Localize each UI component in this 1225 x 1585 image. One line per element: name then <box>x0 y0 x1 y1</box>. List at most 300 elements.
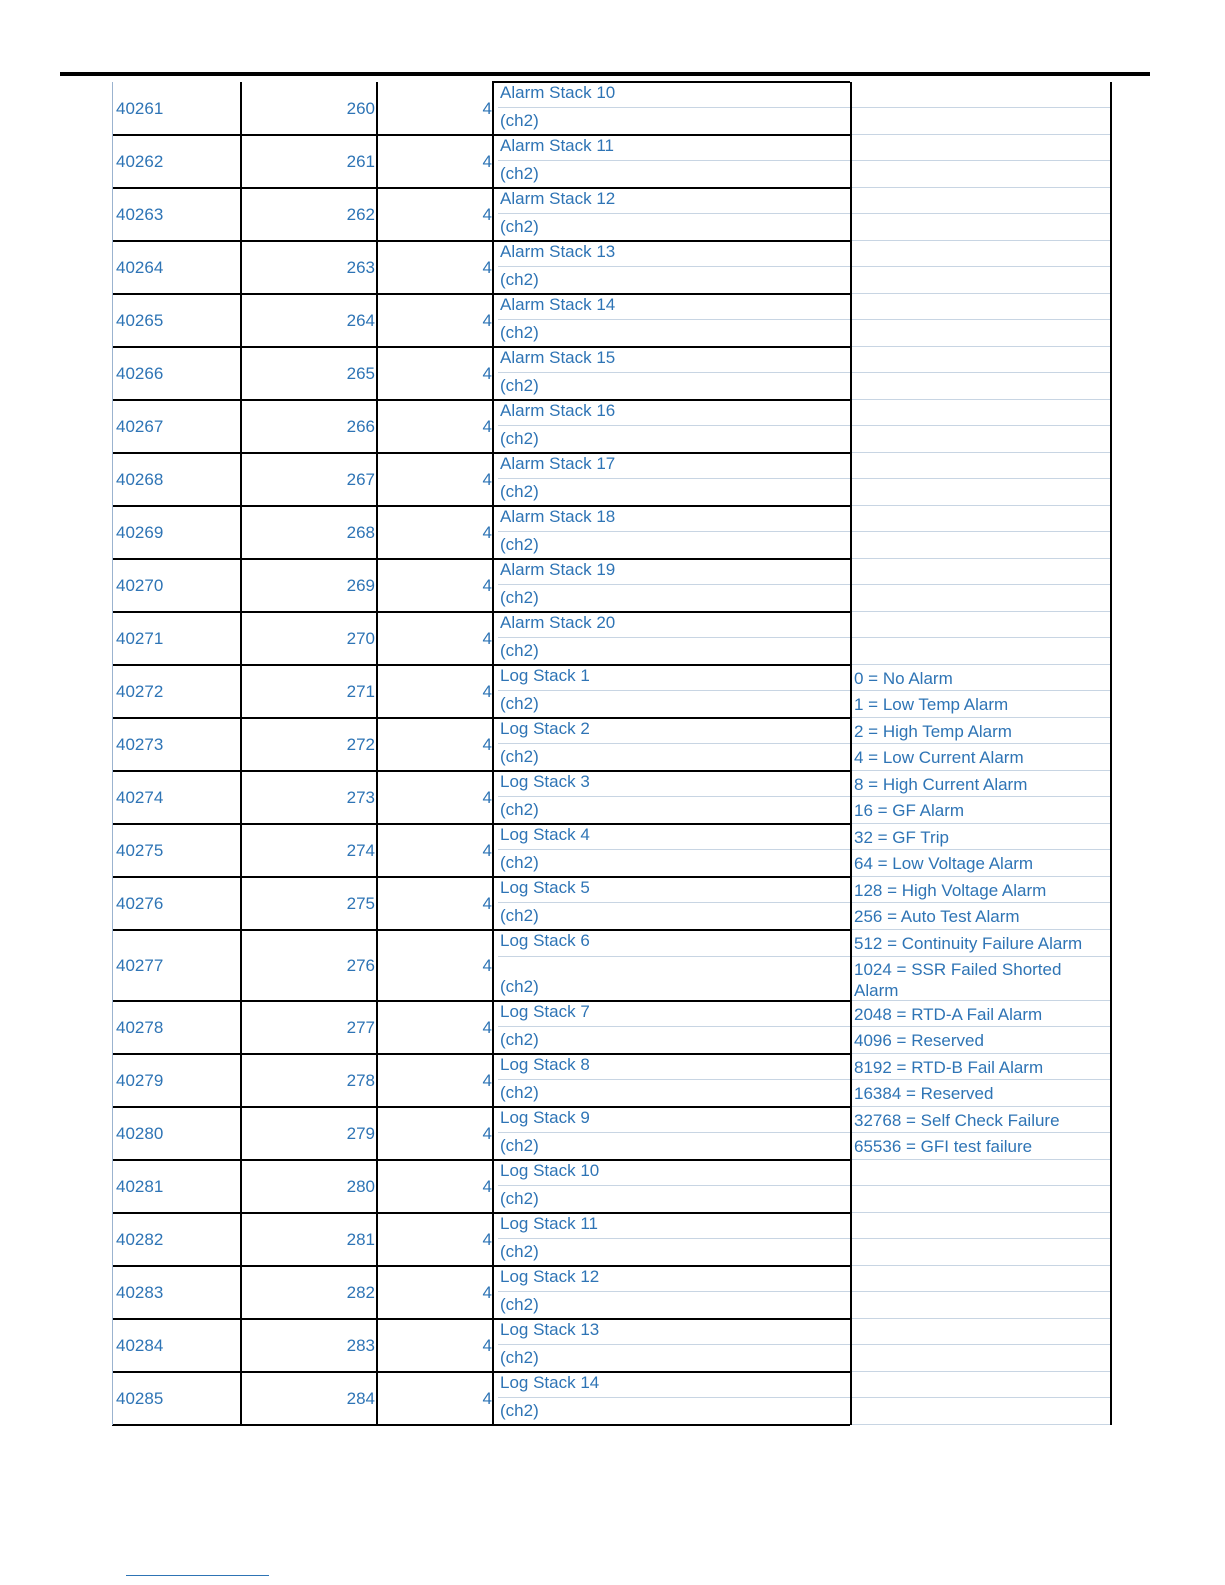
col-divider <box>850 665 852 718</box>
table-row <box>0 718 1225 771</box>
register-size: 4 <box>482 628 492 648</box>
table-right-border <box>1110 82 1112 135</box>
register-name-cell <box>498 1107 850 1160</box>
table-right-border <box>1110 930 1112 1001</box>
right-divider <box>850 213 1112 214</box>
col-divider <box>376 1372 378 1425</box>
register-name: Alarm Stack 14 <box>500 295 616 314</box>
col-divider <box>376 612 378 665</box>
register-address: 278 <box>346 1070 375 1090</box>
register-name: Alarm Stack 20 <box>500 613 616 632</box>
register-name: Log Stack 12 <box>500 1267 600 1286</box>
register-name-cell <box>498 188 850 241</box>
register-name: Log Stack 9 <box>500 1108 590 1127</box>
col-divider <box>376 824 378 877</box>
register-name: Log Stack 2 <box>500 719 590 738</box>
register-channel: (ch2) <box>500 1348 539 1367</box>
header-rule <box>60 72 1150 76</box>
register-name-cell <box>498 1001 850 1054</box>
col-divider <box>240 1266 242 1319</box>
col-divider <box>492 1266 494 1319</box>
register-name-cell <box>498 718 850 771</box>
register-address: 274 <box>346 840 375 860</box>
alarm-value-item: 8192 = RTD-B Fail Alarm <box>854 1058 1044 1077</box>
col-divider <box>240 453 242 506</box>
register-name-cell <box>498 241 850 294</box>
register-name: Log Stack 11 <box>500 1214 598 1233</box>
register-number: 40264 <box>116 257 164 277</box>
col-divider <box>850 1372 852 1425</box>
right-divider <box>850 956 1112 957</box>
alarm-value-item: 256 = Auto Test Alarm <box>854 907 1020 926</box>
col-divider <box>850 188 852 241</box>
col-divider <box>376 241 378 294</box>
col-divider <box>492 506 494 559</box>
register-size: 4 <box>482 893 492 913</box>
col-divider <box>240 559 242 612</box>
col-divider <box>240 347 242 400</box>
alarm-value-item: 4096 = Reserved <box>854 1031 984 1050</box>
col-divider <box>850 771 852 824</box>
register-channel: (ch2) <box>500 906 539 925</box>
row-inner-divider <box>498 584 850 585</box>
col-divider <box>376 665 378 718</box>
register-channel: (ch2) <box>500 1030 539 1049</box>
col-divider <box>492 1107 494 1160</box>
table-row <box>0 771 1225 824</box>
col-divider <box>850 294 852 347</box>
col-divider <box>492 1160 494 1213</box>
register-name-cell <box>498 1213 850 1266</box>
alarm-value-item: 65536 = GFI test failure <box>854 1137 1033 1156</box>
col-divider <box>240 1213 242 1266</box>
register-number: 40273 <box>116 734 164 754</box>
register-channel: (ch2) <box>500 429 539 448</box>
register-name: Log Stack 3 <box>500 772 590 791</box>
register-name-cell <box>498 665 850 718</box>
register-number: 40283 <box>116 1282 164 1302</box>
row-inner-divider <box>498 1291 850 1292</box>
register-size: 4 <box>482 522 492 542</box>
right-divider <box>850 1344 1112 1345</box>
register-number: 40265 <box>116 310 164 330</box>
col-divider <box>492 241 494 294</box>
table-left-border <box>112 188 113 241</box>
col-divider <box>376 453 378 506</box>
register-name: Alarm Stack 13 <box>500 242 616 261</box>
col-divider <box>850 612 852 665</box>
register-channel: (ch2) <box>500 800 539 819</box>
register-name-cell <box>498 347 850 400</box>
col-divider <box>240 718 242 771</box>
register-name-cell <box>498 877 850 930</box>
col-divider <box>376 400 378 453</box>
alarm-value-item: 16384 = Reserved <box>854 1084 994 1103</box>
table-row <box>0 1266 1225 1319</box>
row-inner-divider <box>498 1079 850 1080</box>
col-divider <box>240 241 242 294</box>
col-divider <box>850 400 852 453</box>
register-number: 40276 <box>116 893 164 913</box>
register-size: 4 <box>482 1123 492 1143</box>
col-divider <box>492 347 494 400</box>
row-inner-divider <box>498 425 850 426</box>
col-divider <box>492 559 494 612</box>
register-number: 40282 <box>116 1229 164 1249</box>
register-channel: (ch2) <box>500 1242 539 1261</box>
alarm-value-item: 8 = High Current Alarm <box>854 775 1028 794</box>
register-address: 282 <box>346 1282 375 1302</box>
table-right-border <box>1110 135 1112 188</box>
col-divider <box>376 1054 378 1107</box>
row-inner-divider <box>498 1132 850 1133</box>
right-divider <box>850 319 1112 320</box>
register-name-cell <box>498 612 850 665</box>
table-row <box>0 188 1225 241</box>
col-divider <box>850 82 852 135</box>
col-divider <box>240 400 242 453</box>
table-right-border <box>1110 1107 1112 1160</box>
right-divider <box>850 1397 1112 1398</box>
table-left-border <box>112 930 113 1001</box>
right-divider <box>850 743 1112 744</box>
register-name: Alarm Stack 17 <box>500 454 616 473</box>
col-divider <box>850 453 852 506</box>
register-address: 272 <box>346 734 375 754</box>
right-divider <box>850 1238 1112 1239</box>
col-divider <box>376 1266 378 1319</box>
register-number: 40277 <box>116 955 164 975</box>
col-divider <box>376 930 378 1001</box>
col-divider <box>850 930 852 1001</box>
register-number: 40269 <box>116 522 164 542</box>
right-divider <box>850 107 1112 108</box>
table-left-border <box>112 1001 113 1054</box>
register-name-cell <box>498 506 850 559</box>
col-divider <box>240 1372 242 1425</box>
col-divider <box>240 930 242 1001</box>
register-name: Alarm Stack 19 <box>500 560 616 579</box>
register-address: 261 <box>346 151 375 171</box>
register-number: 40281 <box>116 1176 164 1196</box>
col-divider <box>850 347 852 400</box>
register-number: 40279 <box>116 1070 164 1090</box>
col-divider <box>240 1319 242 1372</box>
register-address: 283 <box>346 1335 375 1355</box>
register-size: 4 <box>482 416 492 436</box>
table-right-border <box>1110 877 1112 930</box>
col-divider <box>376 718 378 771</box>
table-left-border <box>112 771 113 824</box>
register-name-cell <box>498 1319 850 1372</box>
register-channel: (ch2) <box>500 1401 539 1420</box>
table-left-border <box>112 82 113 135</box>
right-divider <box>850 902 1112 903</box>
col-divider <box>492 665 494 718</box>
row-inner-divider <box>498 266 850 267</box>
row-inner-divider <box>498 372 850 373</box>
table-left-border <box>112 1160 113 1213</box>
col-divider <box>850 877 852 930</box>
table-left-border <box>112 135 113 188</box>
table-right-border <box>1110 824 1112 877</box>
register-size: 4 <box>482 1388 492 1408</box>
right-divider <box>850 266 1112 267</box>
table-right-border <box>1110 612 1112 665</box>
register-number: 40266 <box>116 363 164 383</box>
table-left-border <box>112 877 113 930</box>
row-inner-divider <box>498 1238 850 1239</box>
register-name-cell <box>498 400 850 453</box>
col-divider <box>376 82 378 135</box>
table-row <box>0 347 1225 400</box>
register-address: 265 <box>346 363 375 383</box>
register-number: 40261 <box>116 98 164 118</box>
table-left-border <box>112 559 113 612</box>
row-inner-divider <box>498 796 850 797</box>
row-inner-divider <box>498 743 850 744</box>
row-inner-divider <box>498 213 850 214</box>
register-number: 40272 <box>116 681 164 701</box>
col-divider <box>492 718 494 771</box>
register-channel: (ch2) <box>500 853 539 872</box>
register-channel: (ch2) <box>500 111 539 130</box>
col-divider <box>240 1054 242 1107</box>
col-divider <box>850 1160 852 1213</box>
table-row <box>0 1160 1225 1213</box>
col-divider <box>240 877 242 930</box>
register-channel: (ch2) <box>500 323 539 342</box>
row-inner-divider <box>498 531 850 532</box>
col-divider <box>492 82 494 135</box>
table-right-border <box>1110 294 1112 347</box>
register-size: 4 <box>482 1282 492 1302</box>
row-inner-divider <box>498 1344 850 1345</box>
table-right-border <box>1110 1372 1112 1425</box>
table-row <box>0 294 1225 347</box>
register-address: 280 <box>346 1176 375 1196</box>
table-left-border <box>112 506 113 559</box>
register-size: 4 <box>482 1017 492 1037</box>
right-divider <box>850 796 1112 797</box>
table-right-border <box>1110 400 1112 453</box>
register-name-cell <box>498 1266 850 1319</box>
right-divider <box>850 1026 1112 1027</box>
register-name-cell <box>498 1054 850 1107</box>
col-divider <box>376 1001 378 1054</box>
table-right-border <box>1110 1319 1112 1372</box>
register-address: 263 <box>346 257 375 277</box>
col-divider <box>850 824 852 877</box>
col-divider <box>240 612 242 665</box>
alarm-value-item: 16 = GF Alarm <box>854 801 965 820</box>
register-name-cell <box>498 1160 850 1213</box>
table-left-border <box>112 665 113 718</box>
register-size: 4 <box>482 955 492 975</box>
register-channel: (ch2) <box>500 376 539 395</box>
register-name: Alarm Stack 18 <box>500 507 616 526</box>
register-name: Log Stack 5 <box>500 878 590 897</box>
register-channel: (ch2) <box>500 641 539 660</box>
register-channel: (ch2) <box>500 747 539 766</box>
register-address: 269 <box>346 575 375 595</box>
col-divider <box>850 1107 852 1160</box>
col-divider <box>240 824 242 877</box>
register-name: Alarm Stack 10 <box>500 83 616 102</box>
register-address: 273 <box>346 787 375 807</box>
col-divider <box>240 1107 242 1160</box>
right-divider <box>850 690 1112 691</box>
register-number: 40284 <box>116 1335 164 1355</box>
table-left-border <box>112 1213 113 1266</box>
register-channel: (ch2) <box>500 164 539 183</box>
right-divider <box>850 425 1112 426</box>
alarm-value-item: 0 = No Alarm <box>854 669 953 688</box>
register-name-cell <box>498 453 850 506</box>
register-channel: (ch2) <box>500 1136 539 1155</box>
col-divider <box>240 665 242 718</box>
right-divider <box>850 584 1112 585</box>
register-number: 40278 <box>116 1017 164 1037</box>
col-divider <box>240 771 242 824</box>
table-row <box>0 1372 1225 1425</box>
col-divider <box>376 188 378 241</box>
register-address: 275 <box>346 893 375 913</box>
table-row <box>0 400 1225 453</box>
col-divider <box>240 82 242 135</box>
table-top-border <box>492 81 850 83</box>
col-divider <box>376 1160 378 1213</box>
register-channel: (ch2) <box>500 694 539 713</box>
register-channel: (ch2) <box>500 217 539 236</box>
col-divider <box>492 188 494 241</box>
col-divider <box>492 400 494 453</box>
col-divider <box>492 1372 494 1425</box>
table-right-border <box>1110 241 1112 294</box>
alarm-value-item: 2 = High Temp Alarm <box>854 722 1012 741</box>
col-divider <box>492 1319 494 1372</box>
register-size: 4 <box>482 204 492 224</box>
register-address: 270 <box>346 628 375 648</box>
register-number: 40271 <box>116 628 164 648</box>
table-right-border <box>1110 1054 1112 1107</box>
register-name-cell <box>498 82 850 135</box>
register-channel: (ch2) <box>500 1083 539 1102</box>
col-divider <box>492 824 494 877</box>
table-right-border <box>1110 453 1112 506</box>
col-divider <box>492 877 494 930</box>
col-divider <box>376 1107 378 1160</box>
right-divider <box>850 478 1112 479</box>
register-name: Log Stack 14 <box>500 1373 600 1392</box>
register-address: 276 <box>346 955 375 975</box>
table-left-border <box>112 1319 113 1372</box>
table-right-border <box>1110 665 1112 718</box>
register-channel: (ch2) <box>500 977 539 996</box>
row-inner-divider <box>498 902 850 903</box>
table-right-border <box>1110 559 1112 612</box>
register-number: 40280 <box>116 1123 164 1143</box>
col-divider <box>850 1054 852 1107</box>
register-address: 284 <box>346 1388 375 1408</box>
register-name-cell <box>498 930 850 1001</box>
register-number: 40268 <box>116 469 164 489</box>
col-divider <box>492 1054 494 1107</box>
register-name: Log Stack 1 <box>500 666 590 685</box>
table-row <box>0 559 1225 612</box>
table-left-border <box>112 347 113 400</box>
col-divider <box>492 135 494 188</box>
col-divider <box>850 506 852 559</box>
register-address: 267 <box>346 469 375 489</box>
table-left-border <box>112 824 113 877</box>
table-left-border <box>112 1054 113 1107</box>
col-divider <box>376 1319 378 1372</box>
table-right-border <box>1110 188 1112 241</box>
register-address: 262 <box>346 204 375 224</box>
alarm-value-item: 512 = Continuity Failure Alarm <box>854 934 1083 953</box>
table-row <box>0 506 1225 559</box>
col-divider <box>850 1266 852 1319</box>
right-divider <box>850 1185 1112 1186</box>
register-name-cell <box>498 771 850 824</box>
right-divider <box>850 1132 1112 1133</box>
register-name: Alarm Stack 16 <box>500 401 616 420</box>
register-address: 260 <box>346 98 375 118</box>
table-left-border <box>112 1266 113 1319</box>
register-number: 40275 <box>116 840 164 860</box>
table-right-border <box>1110 1160 1112 1213</box>
row-inner-divider <box>498 690 850 691</box>
alarm-value-item: 128 = High Voltage Alarm <box>854 881 1047 900</box>
register-number: 40285 <box>116 1388 164 1408</box>
register-number: 40263 <box>116 204 164 224</box>
col-divider <box>376 771 378 824</box>
col-divider <box>376 506 378 559</box>
register-channel: (ch2) <box>500 1189 539 1208</box>
right-divider <box>850 531 1112 532</box>
row-inner-divider <box>498 1185 850 1186</box>
col-divider <box>492 453 494 506</box>
register-name: Log Stack 10 <box>500 1161 600 1180</box>
register-address: 279 <box>346 1123 375 1143</box>
table-right-border <box>1110 347 1112 400</box>
col-divider <box>850 241 852 294</box>
register-name-cell <box>498 559 850 612</box>
alarm-value-item: 2048 = RTD-A Fail Alarm <box>854 1005 1043 1024</box>
register-name: Alarm Stack 15 <box>500 348 616 367</box>
table-right-border <box>1110 1266 1112 1319</box>
register-size: 4 <box>482 257 492 277</box>
table-right-border <box>1110 1001 1112 1054</box>
table-row <box>0 135 1225 188</box>
col-divider <box>240 506 242 559</box>
register-size: 4 <box>482 787 492 807</box>
register-number: 40270 <box>116 575 164 595</box>
right-divider <box>850 1079 1112 1080</box>
register-address: 264 <box>346 310 375 330</box>
register-channel: (ch2) <box>500 1295 539 1314</box>
col-divider <box>240 294 242 347</box>
row-inner-divider <box>498 160 850 161</box>
register-number: 40267 <box>116 416 164 436</box>
table-left-border <box>112 453 113 506</box>
table-row <box>0 453 1225 506</box>
col-divider <box>376 559 378 612</box>
row-inner-divider <box>498 107 850 108</box>
right-divider <box>850 1424 1112 1425</box>
table-right-border <box>1110 1213 1112 1266</box>
